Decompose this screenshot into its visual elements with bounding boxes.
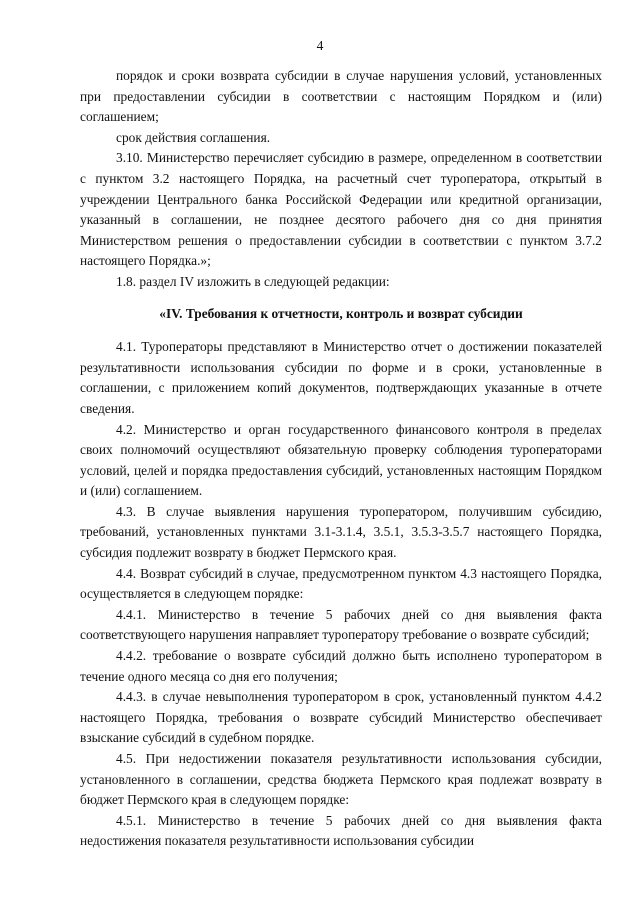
paragraph-return-terms: порядок и сроки возврата субсидии в случае нарушения условий, установленных при предоставлении субсидии в соответствии с настоящим Порядком и (или) соглашением;: [80, 68, 602, 125]
paragraph-1-8: 1.8. раздел IV изложить в следующей редакции:: [116, 273, 390, 289]
paragraph-4-4-2: 4.4.2. требование о возврате субсидий должно быть исполнено туроператором в течение одного месяца со дня его получения;: [80, 648, 602, 684]
document-body: [80, 66, 602, 852]
paragraph-4-2: 4.2. Министерство и орган государственного финансового контроля в пределах своих полномочий осуществляют обязательную проверку соблюдения туроператорами условий, целей и порядка предоставления субсидий, установленных настоящим Порядком и (или) соглашением.: [80, 421, 602, 499]
paragraph-agreement-term: срок действия соглашения.: [116, 129, 271, 145]
section-heading: «IV. Требования к отчетности, контроль и возврат субсидии: [159, 305, 523, 321]
paragraph-4-1: 4.1. Туроператоры представляют в Министерство отчет о достижении показателей результативности использования субсидии по форме и в сроки, установленные в соглашении, с приложением копий документов, подтверждающих указанные в отчете сведения.: [80, 339, 602, 416]
paragraph-4-5: 4.5. При недостижении показателя результативности использования субсидии, установленного в соглашении, средства бюджета Пермского края подлежат возврату в бюджет Пермского края в следующем порядке:: [80, 751, 602, 808]
paragraph-4-4-1: 4.4.1. Министерство в течение 5 рабочих дней со дня выявления факта соответствующего нарушения направляет туроператору требование о возврате субсидий;: [80, 606, 602, 643]
paragraph-4-4: 4.4. Возврат субсидий в случае, предусмотренном пунктом 4.3 настоящего Порядка, осуществляется в следующем порядке:: [80, 565, 602, 602]
page-number: 4: [316, 38, 324, 53]
paragraph-4-4-3: 4.4.3. в случае невыполнения туроператором в срок, установленный пунктом 4.4.2 настоящего Порядка, требования о возврате субсидий Министерство обеспечивает взыскание субсидий в судебном порядке.: [80, 689, 602, 746]
paragraph-3-10: 3.10. Министерство перечисляет субсидию в размере, определенном в соответствии с пунктом 3.2 настоящего Порядка, на расчетный счет туроператора, открытый в учреждении Центрального банка Российской Федерации или кредитной организации, указанный в соглашении, не позднее десятого рабочего дня со дня принятия Министерством решения о предоставлении субсидии в соответствии с пунктом 3.7.2 настоящего Порядка.»;: [80, 150, 602, 269]
paragraph-4-3: 4.3. В случае выявления нарушения туроператором, получившим субсидию, требований, установленных пунктами 3.1-3.1.4, 3.5.1, 3.5.3-3.5.7 настоящего Порядка, субсидия подлежит возврату в бюджет Пермского края.: [80, 503, 602, 561]
paragraph-4-5-1: 4.5.1. Министерство в течение 5 рабочих дней со дня выявления факта недостижения показателя результативности использования субсидии: [80, 812, 602, 849]
